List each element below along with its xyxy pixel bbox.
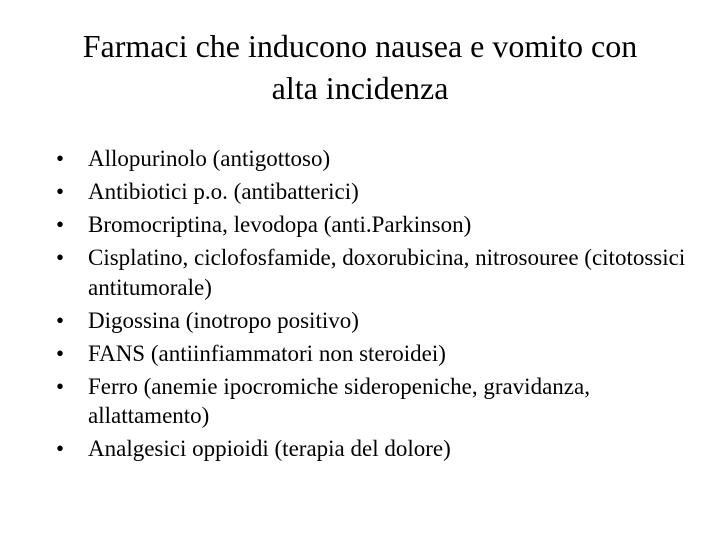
bullet-icon: • [56,373,65,399]
list-item-text: Bromocriptina, levodopa (anti.Parkinson) [88,212,472,237]
slide-title-line-1: Farmaci che inducono nausea e vomito con [82,28,638,64]
list-item [50,434,690,464]
bullet-icon: • [56,340,65,366]
bullet-icon: • [56,212,65,237]
list-item-text: Cisplatino, ciclofosfamide, doxorubicina, nitrosouree (citotossici antitumorale) [88,245,686,300]
bullet-icon: • [56,307,65,333]
bullet-icon: • [56,179,65,204]
list-item-text: Allopurinolo (antigottoso) [88,146,331,171]
slide-title-line-2: alta incidenza [271,70,449,106]
list-item [50,372,690,431]
list-item-text: Ferro (anemie ipocromiche sideropeniche, gravidanza, allattamento) [88,373,590,428]
bullet-icon: • [56,245,65,270]
list-item-text: Analgesici oppioidi (terapia del dolore) [88,436,451,461]
bullet-icon: • [56,436,65,461]
drug-list [50,144,690,467]
list-item-text: Digossina (inotropo positivo) [88,307,359,333]
list-item [50,210,690,240]
list-item [50,243,690,302]
list-item [50,177,690,207]
slide-title [30,25,690,109]
list-item [50,144,690,174]
list-item-text: FANS (antiinfiammatori non steroidei) [88,340,446,366]
bullet-icon: • [56,146,65,171]
list-item [50,339,690,369]
list-item-text: Antibiotici p.o. (antibatterici) [88,179,359,204]
list-item [50,306,690,336]
